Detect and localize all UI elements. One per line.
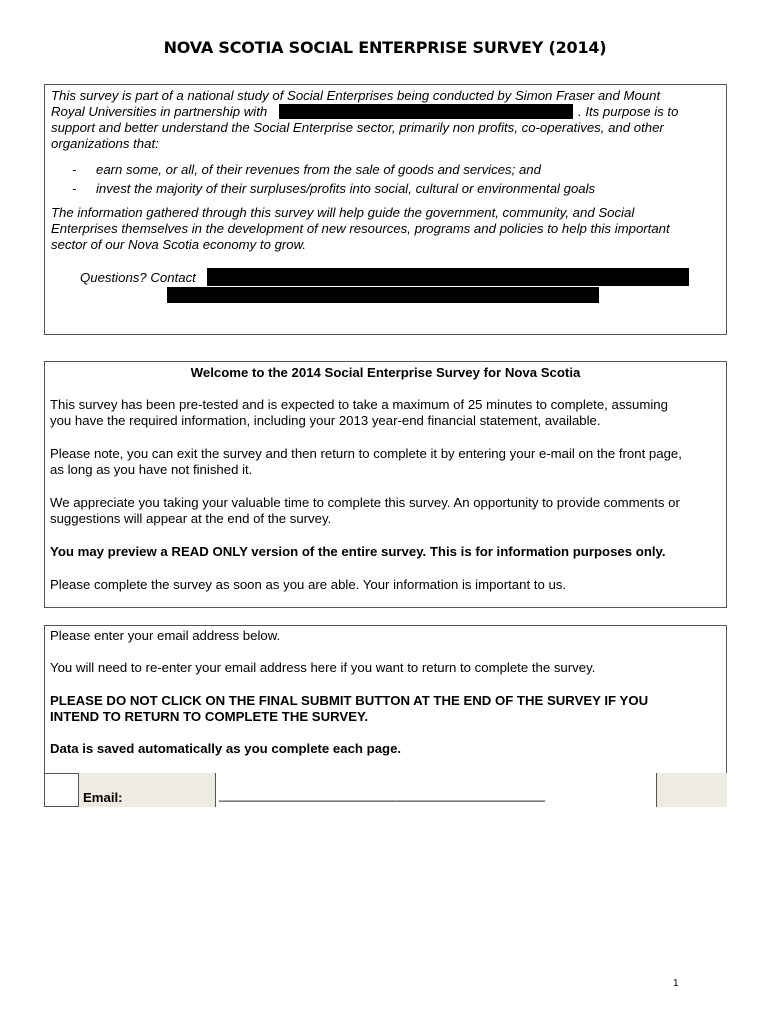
email-instructions: Please enter your email address below. xyxy=(50,628,281,643)
intro-line-2b: . Its purpose is to xyxy=(578,104,679,119)
redaction-bar xyxy=(279,104,573,119)
redaction-bar xyxy=(207,268,689,286)
email-field[interactable]: _______________________________________________ xyxy=(219,787,545,802)
welcome-p2-line2: as long as you have not finished it. xyxy=(50,462,253,477)
welcome-p1-line2: you have the required information, including your 2013 year-end financial statement, available. xyxy=(50,413,601,428)
welcome-p5: Please complete the survey as soon as you are able. Your information is important to us. xyxy=(50,577,567,592)
welcome-p3-line2: suggestions will appear at the end of the survey. xyxy=(50,511,332,526)
autosave-notice: Data is saved automatically as you complete each page. xyxy=(50,741,402,756)
info-line-1: The information gathered through this survey will help guide the government, community, and Social xyxy=(51,205,635,220)
redaction-bar xyxy=(167,287,599,303)
page-number: 1 xyxy=(673,978,679,989)
return-instructions: You will need to re-enter your email address here if you want to return to complete the survey. xyxy=(50,660,596,675)
bullet-item: invest the majority of their surpluses/profits into social, cultural or environmental goals xyxy=(96,181,596,196)
bullet-item: earn some, or all, of their revenues from the sale of goods and services; and xyxy=(96,162,541,177)
page-title: NOVA SCOTIA SOCIAL ENTERPRISE SURVEY (2014) xyxy=(163,38,607,57)
intro-line-3: support and better understand the Social Enterprise sector, primarily non profits, co-operatives, and other xyxy=(51,120,664,135)
intro-line-4: organizations that: xyxy=(51,136,159,151)
questions-label: Questions? Contact xyxy=(80,270,196,285)
email-trailing-cell xyxy=(656,773,727,807)
bullet-dash: - xyxy=(72,181,77,196)
email-label: Email: xyxy=(83,790,123,805)
info-line-2: Enterprises themselves in the development of new resources, programs and policies to help this important xyxy=(51,221,670,236)
welcome-heading: Welcome to the 2014 Social Enterprise Survey for Nova Scotia xyxy=(190,365,581,380)
bullet-dash: - xyxy=(72,162,77,177)
welcome-p3-line1: We appreciate you taking your valuable time to complete this survey. An opportunity to provide comments or xyxy=(50,495,680,510)
warning-line-2: INTEND TO RETURN TO COMPLETE THE SURVEY. xyxy=(50,709,368,724)
warning-line-1: PLEASE DO NOT CLICK ON THE FINAL SUBMIT BUTTON AT THE END OF THE SURVEY IF YOU xyxy=(50,693,649,708)
intro-line-1: This survey is part of a national study of Social Enterprises being conducted by Simon Fraser and Mount xyxy=(51,88,661,103)
intro-line-2a: Royal Universities in partnership with xyxy=(51,104,268,119)
info-line-3: sector of our Nova Scotia economy to grow. xyxy=(51,237,307,252)
preview-notice: You may preview a READ ONLY version of the entire survey. This is for information purposes only. xyxy=(50,544,666,559)
welcome-p1-line1: This survey has been pre-tested and is expected to take a maximum of 25 minutes to complete, assuming xyxy=(50,397,668,412)
welcome-p2-line1: Please note, you can exit the survey and then return to complete it by entering your e-mail on the front page, xyxy=(50,446,682,461)
